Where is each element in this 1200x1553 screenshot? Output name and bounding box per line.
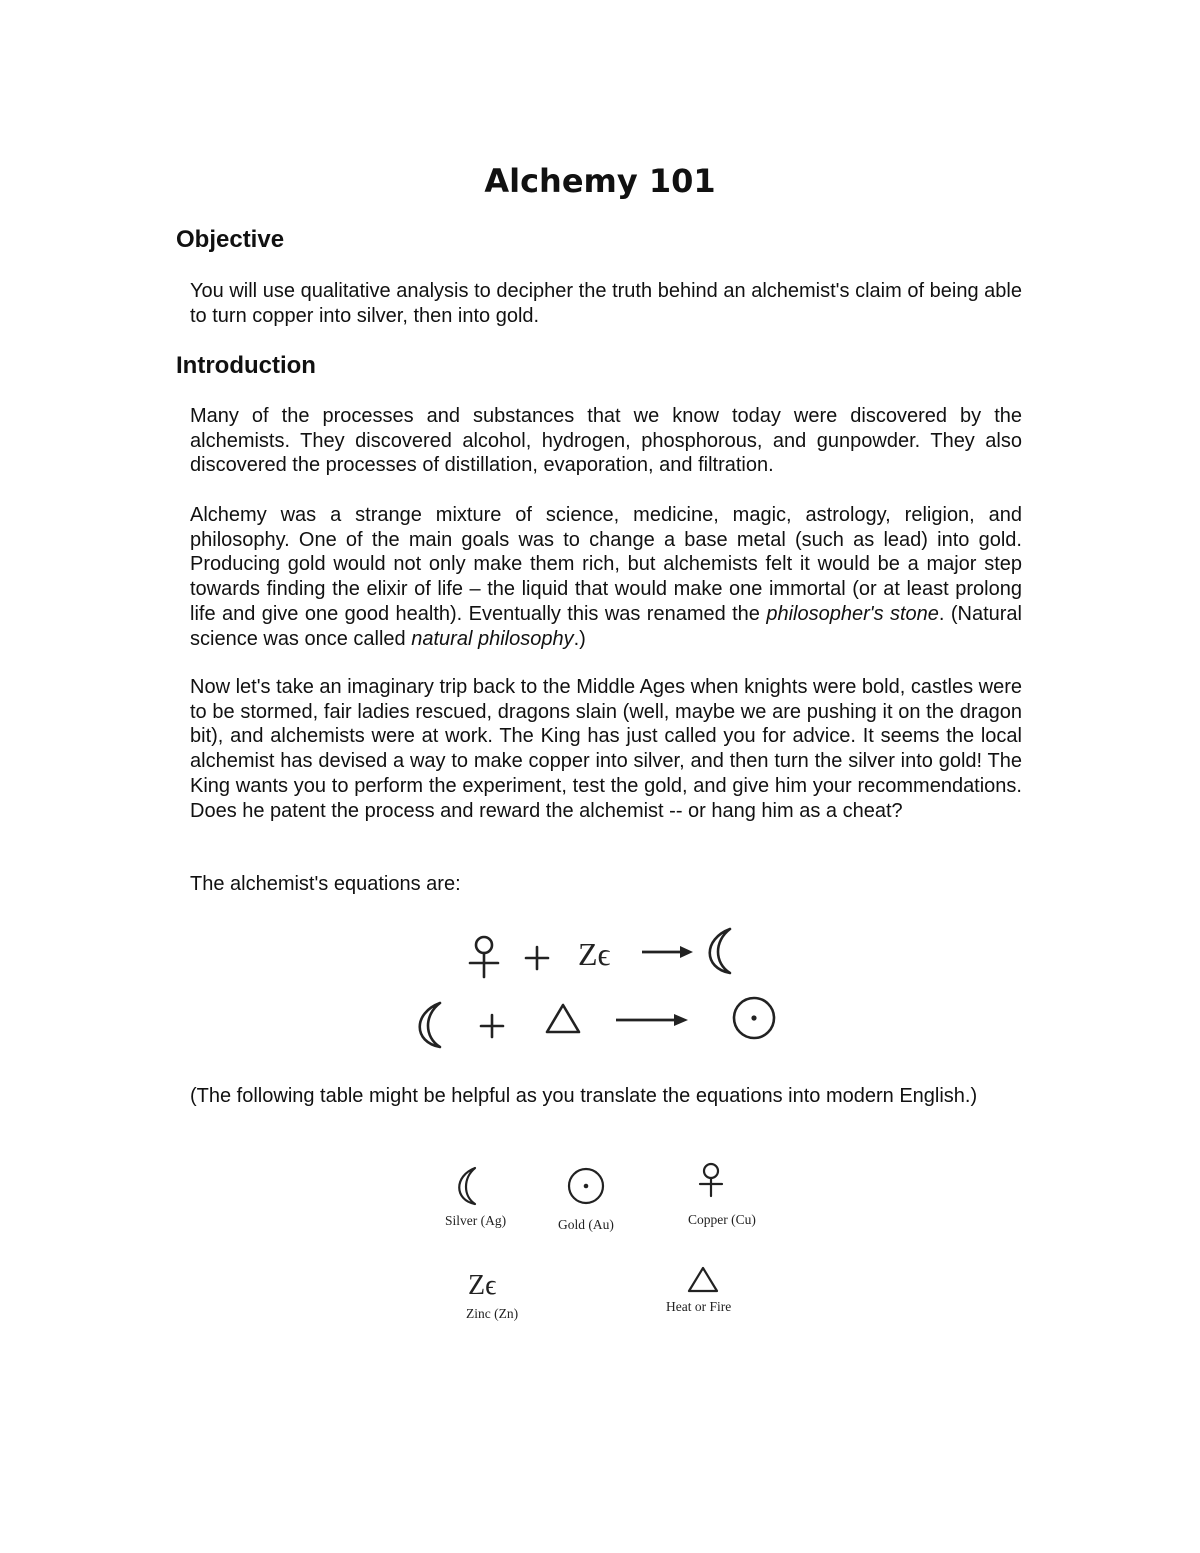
plus-symbol-icon xyxy=(481,1015,503,1037)
gold-symbol-icon xyxy=(734,998,774,1038)
silver-symbol-icon xyxy=(459,1168,475,1204)
intro-paragraph-2-text-b: . (Natural science was once called xyxy=(190,602,1022,650)
legend-copper xyxy=(688,1164,756,1227)
page-title: Alchemy 101 xyxy=(484,162,716,200)
arrow-icon xyxy=(642,946,693,958)
fire-label: Heat or Fire xyxy=(666,1299,732,1314)
silver-symbol-icon xyxy=(420,1003,440,1047)
legend-silver xyxy=(445,1168,506,1228)
legend-zinc xyxy=(466,1270,518,1321)
natural-philosophy-term: natural philosophy xyxy=(411,627,574,650)
zinc-label: Zinc (Zn) xyxy=(466,1306,519,1321)
gold-label: Gold (Au) xyxy=(558,1217,614,1232)
equation-1 xyxy=(460,925,750,985)
copper-label: Copper (Cu) xyxy=(688,1212,756,1227)
intro-paragraph-3: Now let's take an imaginary trip back to the Middle Ages when knights were bold, castles were to be stormed, fair ladies rescued, dragons slain (well, maybe we are pushing it on the dragon bit), and alchemists were at work. The King has just called you for advice. It seems the local alchemist has devised a way to make copper into silver, and then turn the silver into gold! The King wants you to perform the experiment, test the gold, and give him your recommendations. Does he patent the process and reward the alchemist -- or hang him as a cheat? xyxy=(190,676,1023,822)
fire-symbol-icon xyxy=(547,1005,579,1032)
intro-paragraph-1: Many of the processes and substances that we know today were discovered by the alchemists. They discovered alcohol, hydrogen, phosphorous, and gunpowder. They also discovered the processes of distillation, evaporation, and filtration. xyxy=(190,405,1022,477)
zinc-symbol-icon: Zϵ xyxy=(578,936,611,972)
table-intro: (The following table might be helpful as you translate the equations into modern English.) xyxy=(190,1085,978,1107)
gold-symbol-icon xyxy=(569,1169,603,1203)
objective-heading: Objective xyxy=(176,226,285,253)
legend-fire xyxy=(666,1268,731,1314)
intro-paragraph-2 xyxy=(190,503,1022,651)
copper-symbol-icon xyxy=(700,1164,722,1196)
silver-symbol-icon xyxy=(710,929,730,973)
introduction-heading: Introduction xyxy=(176,352,316,379)
legend-gold xyxy=(558,1169,614,1232)
silver-label: Silver (Ag) xyxy=(445,1213,507,1228)
fire-symbol-icon xyxy=(689,1268,717,1291)
intro-paragraph-2-text-a: Alchemy was a strange mixture of science, medicine, magic, astrology, religion, and philosophy. One of the main goals was to change a base metal (such as lead) into gold. Producing gold would not only make them rich, but alchemists felt it would be a major step towards finding the elixir of life – the liquid that would make one immortal (or at least prolong life and give one good health). Eventually this was renamed the xyxy=(190,504,1022,625)
arrow-icon xyxy=(616,1014,688,1026)
equations-intro: The alchemist's equations are: xyxy=(190,873,461,895)
zinc-symbol-icon: Zϵ xyxy=(468,1270,497,1301)
equation-2 xyxy=(410,995,790,1055)
copper-symbol-icon xyxy=(470,937,498,977)
philosophers-stone-term: philosopher's stone xyxy=(766,602,939,625)
symbol-legend xyxy=(430,1158,790,1328)
plus-symbol-icon xyxy=(526,947,548,969)
intro-paragraph-2-text-c: .) xyxy=(573,627,586,650)
objective-text: You will use qualitative analysis to decipher the truth behind an alchemist's claim of being able to turn copper into silver, then into gold. xyxy=(190,280,1022,327)
